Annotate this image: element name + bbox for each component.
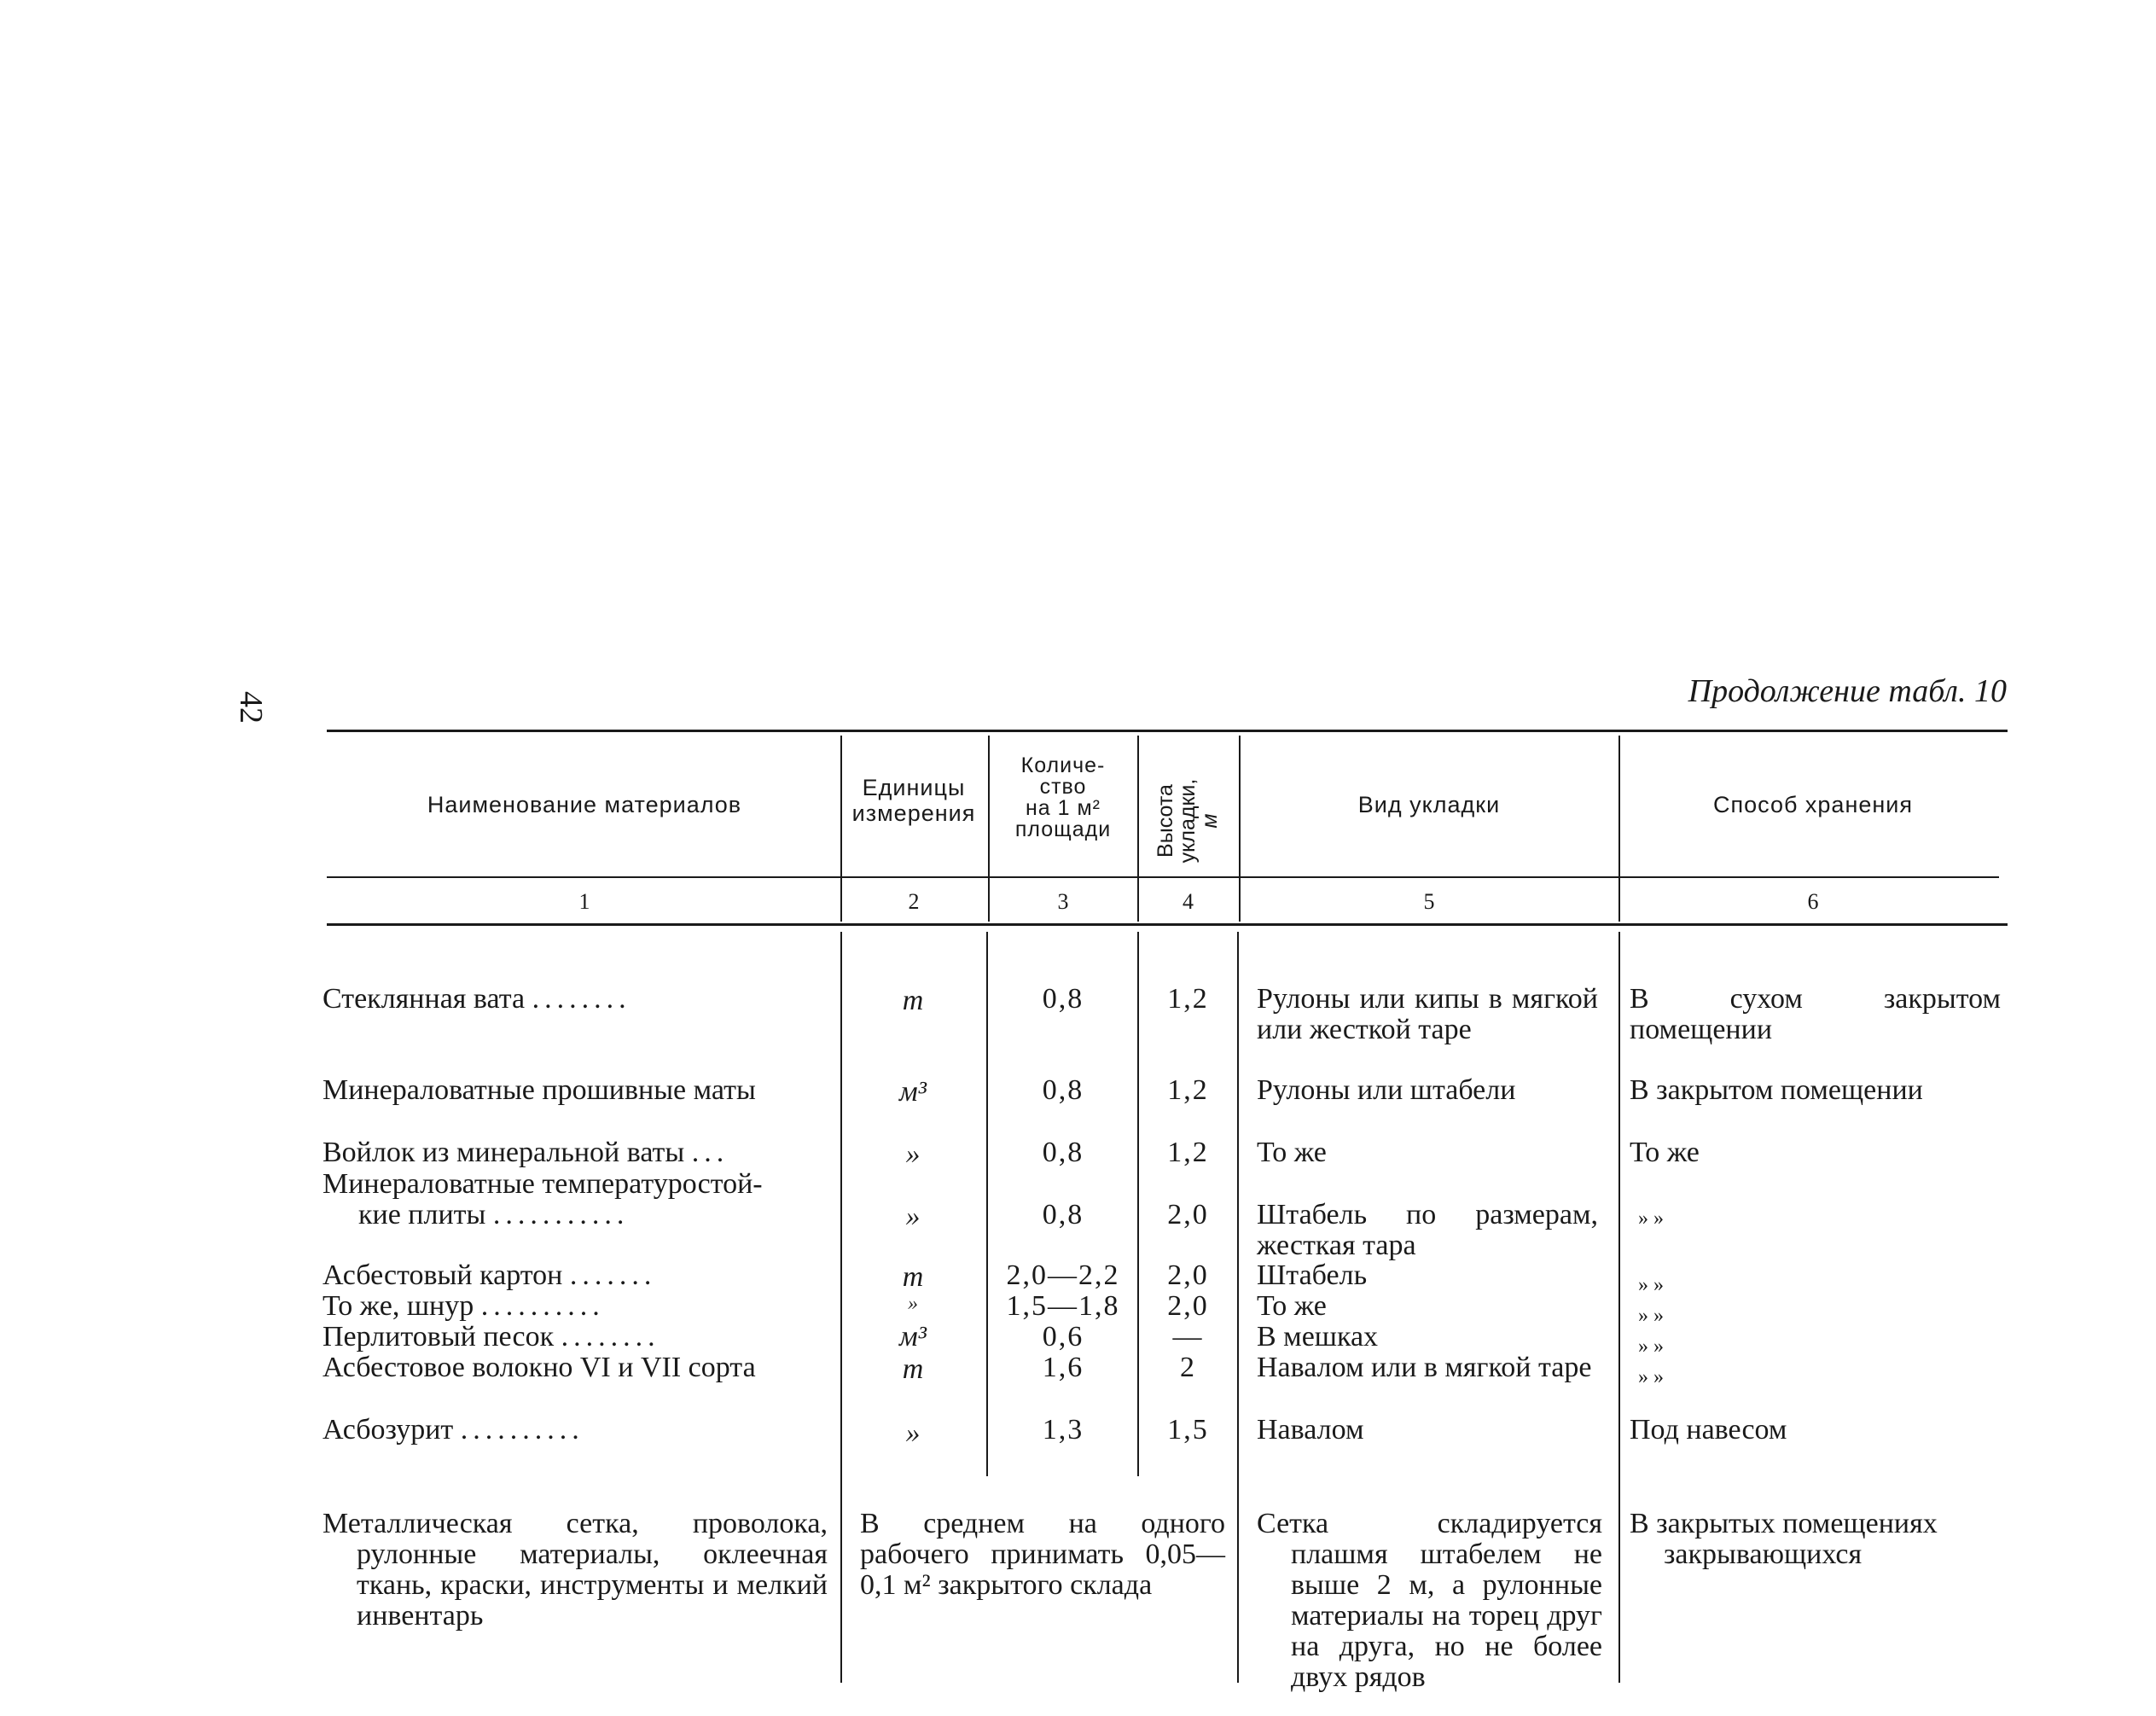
- row-kind: Штабель по размерам, жесткая тара: [1257, 1199, 1598, 1261]
- row-name: [323, 1137, 826, 1168]
- row-name: Минераловатные прошивные маты: [323, 1074, 756, 1106]
- row-name-text: То же, шнур: [323, 1290, 474, 1322]
- row-name-text: Войлок из минеральной ваты: [323, 1137, 685, 1168]
- column-number: 1: [578, 889, 590, 914]
- row-height: —: [1172, 1321, 1204, 1352]
- row-height: 2,0: [1167, 1259, 1209, 1291]
- row-unit: м³: [899, 1076, 927, 1108]
- header-divider-4: [1239, 736, 1241, 922]
- row-name: Асбестовое волокно VI и VII сорта: [323, 1352, 756, 1383]
- row-name-text: Металлическая сетка, проволока, рулонные материалы, оклеечная ткань, краски, инструменты и мелкий инвентарь: [323, 1508, 828, 1632]
- header-height-line: м: [1198, 813, 1222, 829]
- row-unit: »: [908, 1293, 918, 1315]
- row-height: 1,2: [1167, 1137, 1209, 1168]
- header-unit-line: измерения: [851, 800, 976, 826]
- header-storage: Способ хранения: [1713, 792, 1913, 817]
- row-storage: » »: [1638, 1335, 1664, 1358]
- row-quantity: 2,0—2,2: [1006, 1259, 1120, 1291]
- row-storage: » »: [1638, 1366, 1664, 1388]
- header-divider-5: [1618, 736, 1620, 922]
- table-top-rule: [327, 730, 2008, 732]
- leader-dots: .......: [569, 1259, 657, 1291]
- header-height-line: укладки,: [1176, 778, 1200, 864]
- leader-dots: ........: [561, 1321, 660, 1352]
- header-quantity-line: на 1 м²: [1025, 796, 1101, 820]
- row-kind: Штабель: [1257, 1259, 1368, 1291]
- row-name-text: кие плиты: [358, 1199, 486, 1230]
- row-unit: т: [902, 985, 924, 1016]
- header-quantity-line: площади: [1014, 817, 1112, 841]
- row-storage: В сухом закрытом помещении: [1630, 983, 2001, 1045]
- row-quantity: 0,6: [1042, 1321, 1084, 1352]
- row-height: 2: [1180, 1352, 1196, 1383]
- row-kind-text: Сетка складируется плашмя штабелем не выше 2 м, а рулонные материалы на торец друг на друга, но не более двух рядов: [1257, 1508, 1602, 1693]
- header-quantity-line: ство: [1039, 775, 1087, 799]
- header-unit: [840, 775, 987, 826]
- row-height: 2,0: [1167, 1199, 1209, 1230]
- column-number: 6: [1807, 889, 1819, 914]
- page-number: 42: [233, 691, 269, 724]
- header-quantity-line: Количе-: [1020, 753, 1106, 777]
- row-quantity: 1,3: [1042, 1414, 1084, 1446]
- row-unit: т: [902, 1261, 924, 1293]
- row-quantity: 0,8: [1042, 983, 1084, 1015]
- row-unit: м³: [899, 1321, 927, 1352]
- body-divider-5: [1618, 932, 1620, 1683]
- body-divider-2: [986, 932, 988, 1476]
- row-name-line: [323, 1200, 826, 1230]
- header-quantity: [990, 755, 1136, 841]
- leader-dots: ...: [691, 1137, 729, 1168]
- row-name-text: Перлитовый песок: [323, 1321, 555, 1352]
- row-unit: т: [902, 1353, 924, 1385]
- row-height: 1,2: [1167, 1074, 1209, 1106]
- column-number: 5: [1423, 889, 1435, 914]
- row-height: 2,0: [1167, 1290, 1209, 1322]
- row-name: [323, 1322, 826, 1352]
- row-unit: »: [905, 1138, 921, 1170]
- header-unit-line: Единицы: [862, 775, 966, 800]
- row-kind: Навалом или в мягкой таре: [1257, 1352, 1592, 1383]
- column-number: 4: [1183, 889, 1194, 914]
- row-storage: Под навесом: [1630, 1414, 1787, 1446]
- row-height: 1,5: [1167, 1414, 1209, 1446]
- row-name-line: Минераловатные температуростой-: [323, 1168, 763, 1200]
- row-unit: »: [905, 1201, 921, 1232]
- row-kind: То же: [1257, 1290, 1327, 1322]
- row-kind: Рулоны или кипы в мягкой или жесткой таре: [1257, 983, 1598, 1045]
- body-divider-4: [1237, 932, 1239, 1683]
- row-kind: То же: [1257, 1137, 1327, 1168]
- row-name-text: Асбозурит: [323, 1414, 454, 1446]
- row-storage-text: В закрытых помещениях закрывающихся: [1630, 1508, 1938, 1570]
- row-name-text: Асбестовый картон: [323, 1259, 563, 1291]
- row-unit: »: [905, 1417, 921, 1449]
- header-kind: Вид укладки: [1357, 792, 1501, 817]
- row-quantity: 0,8: [1042, 1137, 1084, 1168]
- row-kind: Навалом: [1257, 1414, 1364, 1446]
- column-numbers-bottom-rule: [327, 923, 2008, 926]
- row-kind: В мешках: [1257, 1321, 1379, 1352]
- row-height: 1,2: [1167, 983, 1209, 1015]
- row-quantity: 0,8: [1042, 1074, 1084, 1106]
- row-name: [323, 1509, 828, 1632]
- row-kind: Рулоны или штабели: [1257, 1074, 1516, 1106]
- row-quantity: 1,6: [1042, 1352, 1084, 1383]
- row-storage: » »: [1638, 1207, 1664, 1230]
- leader-dots: ..........: [480, 1290, 605, 1322]
- leader-dots: ...........: [492, 1199, 630, 1230]
- row-storage: То же: [1630, 1137, 1700, 1168]
- row-merged-units-quantity: В среднем на одного рабочего принимать 0,05—0,1 м² закрытого склада: [860, 1508, 1225, 1601]
- table-continuation-caption: Продолжение табл. 10: [1688, 673, 2007, 709]
- leader-dots: ........: [532, 983, 631, 1015]
- header-name: Наименование материалов: [427, 792, 742, 817]
- row-name: [323, 984, 826, 1015]
- row-name: [323, 1291, 826, 1322]
- row-name: [323, 1260, 826, 1291]
- row-name-text: Стеклянная вата: [323, 983, 526, 1015]
- row-storage: [1630, 1509, 2014, 1570]
- leader-dots: ..........: [460, 1414, 584, 1446]
- row-quantity: 1,5—1,8: [1006, 1290, 1120, 1322]
- column-number: 2: [908, 889, 920, 914]
- row-quantity: 0,8: [1042, 1199, 1084, 1230]
- header-height: [1154, 757, 1223, 885]
- row-kind: [1257, 1509, 1602, 1693]
- row-storage: » »: [1638, 1305, 1664, 1327]
- row-storage: » »: [1638, 1274, 1664, 1296]
- row-name: [323, 1169, 826, 1230]
- row-name: [323, 1415, 826, 1446]
- header-height-line: Высота: [1154, 784, 1177, 858]
- column-number: 3: [1057, 889, 1069, 914]
- row-storage: В закрытом помещении: [1630, 1074, 1923, 1106]
